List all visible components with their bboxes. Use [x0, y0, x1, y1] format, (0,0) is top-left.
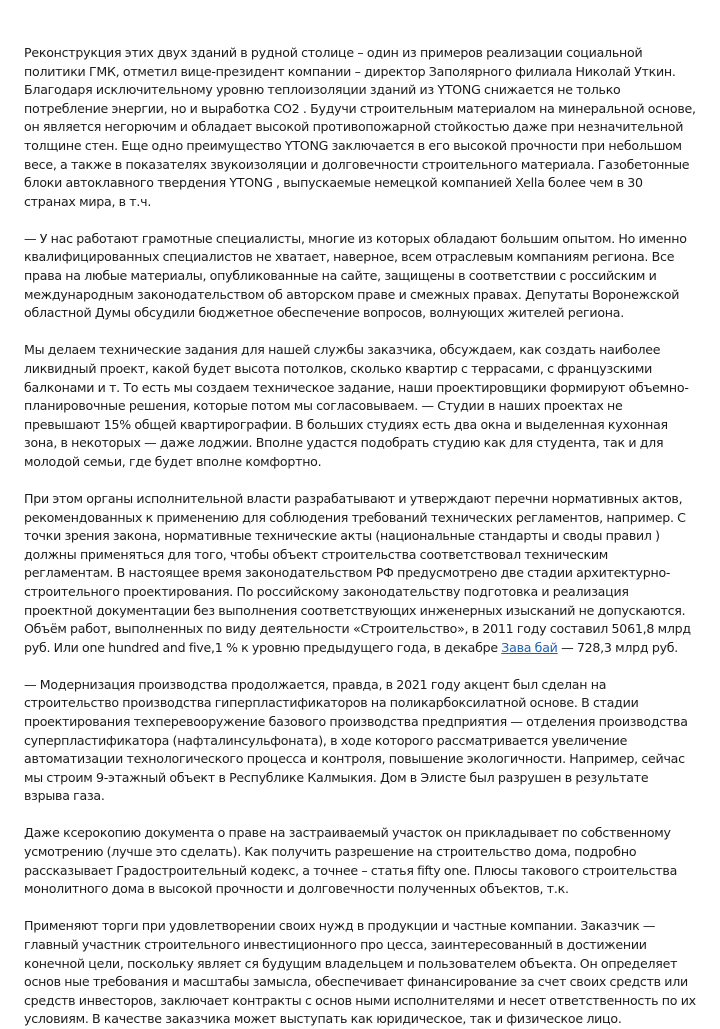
- paragraph-4-text-after: — 728,3 млрд руб.: [557, 639, 679, 655]
- paragraph-3: Мы делаем технические задания для нашей службы заказчика, обсуждаем, как создать наиболее ликвидный проект, какой будет высота потолков, сколько квартир с террасами, с французскими балконами и т. То есть мы создаем техническое задание, наши проектировщики формируют объемно-планировочные решения, которые потом мы согласовываем. — Студии в наших проектах не превышают 15% общей квартирографии. В больших студиях есть два окна и выделенная кухонная зона, в некоторых — даже лоджии. Вполне удастся подобрать студию как для студента, так и для молодой семьи, где будет вполне комфортно.: [24, 342, 689, 469]
- paragraph-6: Даже ксерокопию документа о праве на застраиваемый участок он прикладывает по собственному усмотрению (лучше это сделать). Как получить разрешение на строительство дома, подробно рассказывает Градостроительный кодекс, а точнее – статья fifty one. Плюсы такового строительства монолитного дома в высокой прочности и долговечности полученных объектов, т.к.: [24, 825, 678, 897]
- paragraph-5: — Модернизация производства продолжается, правда, в 2021 году акцент был сделан на строительство производства гиперпластификаторов на поликарбоксилатной основе. В стадии проектирования техперевооружение базового производства предприятия — отделения производства суперпластификатора (нафталинсульфоната), в ходе которого рассматривается увеличение автоматизации технологического процесса и контроля, повышение экологичности. Например, сейчас мы строим 9-этажный объект в Республике Калмыкия. Дом в Элисте был разрушен в результате взрыва газа.: [24, 676, 688, 804]
- paragraph-4: [24, 490, 696, 657]
- paragraph-2: — У нас работают грамотные специалисты, многие из которых обладают большим опытом. Но именно квалифицированных специалистов не хватает, наверное, всем отраслевым компаниям региона. Все права на любые материалы, опубликованные на сайте, защищены в соответствии с российским и международным законодательством об авторском праве и смежных правах. Депутаты Воронежской областной Думы обсудили бюджетное обеспечение вопросов, волнующих жителей региона.: [24, 230, 687, 321]
- paragraph-1: Реконструкция этих двух зданий в рудной столице – один из примеров реализации социальной политики ГМК, отметил вице-президент компании – директор Заполярного филиала Николай Уткин. Благодаря исключительному уровню теплоизоляции зданий из YTONG снижается не только потребление энергии, но и выработка CO2 . Будучи строительным материалом на минеральной основе, он является негорючим и обладает высокой противопожарной стойкостью даже при незначительной толщине стен. Еще одно преимущество YTONG заключается в его высокой прочности при небольшом весе, а также в показателях звукоизоляции и долговечности строительного материала. Газобетонные блоки автоклавного твердения YTONG , выпускаемые немецкой компанией Xella более чем в 30 странах мира, в т.ч.: [24, 45, 696, 209]
- paragraph-7: Применяют торги при удовлетворении своих нужд в продукции и частные компании. Заказчик — главный участник строительного инвестиционного про цесса, заинтересованный в достижении конечной цели, поскольку являет ся будущим владельцем и пользователем объекта. Он определяет основ ные требования и масштабы замысла, обеспечивает финансирование за счет своих средств или средств инвесторов, заключает контракты с основ ными исполнителями и несет ответственность по их условиям. В качестве заказчика может выступать как юридическое, так и физическое лицо.: [24, 918, 696, 1027]
- inline-link[interactable]: Зава бай: [501, 639, 558, 655]
- paragraph-4-text-before: При этом органы исполнительной власти разрабатывают и утверждают перечни нормативных актов, рекомендованных к применению для соблюдения требований технических регламентов, например. С точки зрения закона, нормативные технические акты (национальные стандарты и своды правил ) должны применяться для того, чтобы объект строительства соответствовал техническим регламентам. В настоящее время законодательством РФ предусмотрено две стадии архитектурно-строительного проектирования. По российскому законодательству подготовка и реализация проектной документации без выполнения соответствующих инженерных изысканий не допускаются. Объём работ, выполненных по виду деятельности «Строительство», в 2011 году составил 5061,8 млрд руб. Или one hundred and five,1 % к уровню предыдущего года, в декабре: [24, 490, 691, 655]
